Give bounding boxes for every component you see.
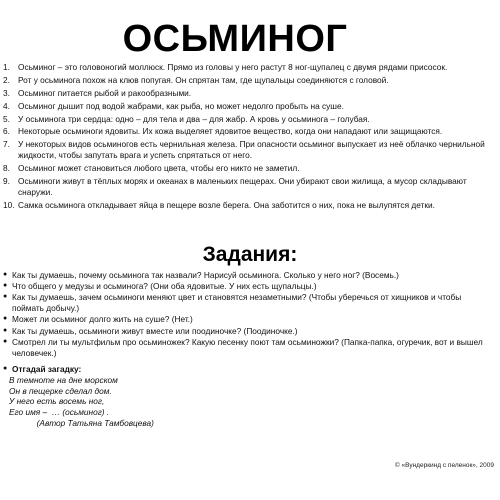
bullet-icon: ● — [3, 337, 8, 345]
bullet-icon: ● — [3, 365, 8, 372]
task-text: Что общего у медузы и осьминога? (Они оба ядовитые. У них есть щупальцы.) — [12, 281, 317, 292]
task-item — [3, 270, 493, 281]
riddle-line: Его имя – … (осьминог) . — [9, 407, 110, 418]
fact-text: Осьминог может становиться любого цвета, чтобы его никто не заметил. — [18, 163, 300, 174]
fact-item — [3, 114, 493, 125]
fact-item — [3, 163, 493, 174]
task-item — [3, 292, 493, 314]
riddle-author: (Автор Татьяна Тамбовцева) — [9, 417, 154, 428]
fact-number: 7. — [3, 139, 10, 150]
fact-item — [3, 126, 493, 137]
tasks-heading: Задания: — [202, 243, 298, 266]
riddle-line: В темноте на дне морском — [9, 374, 118, 385]
fact-text: У некоторых видов осьминогов есть чернильная железа. При опасности осьминог выпускает из неё облачко чернильной жидкости, чтобы запутать врага и успеть спрятаться от него. — [18, 139, 485, 161]
task-item — [3, 337, 493, 359]
bullet-icon: ● — [3, 293, 8, 301]
fact-text: Осьминог дышит под водой жабрами, как рыба, но может недолго пробыть на суше. — [18, 100, 344, 111]
fact-number: 4. — [3, 100, 10, 111]
fact-text: Рот у осьминога похож на клюв попугая. Он спрятан там, где щупальцы соединяются с головой. — [18, 74, 389, 85]
fact-number: 6. — [3, 126, 10, 137]
riddle-heading: Отгадай загадку: — [12, 364, 82, 374]
fact-item — [3, 62, 493, 73]
riddle-line: У него есть восемь ног, — [9, 396, 105, 407]
copyright-notice: © «Вундеркинд с пеленок», 2009 — [394, 462, 494, 469]
bullet-icon: ● — [3, 326, 8, 334]
riddle-line: Он в пещерке сделал дом. — [9, 385, 112, 396]
task-text: Может ли осьминог долго жить на суше? (Нет.) — [12, 314, 193, 325]
fact-text: Осьминог – это головоногий моллюск. Прямо из головы у него растут 8 ног-щупалец с двумя рядами присосок. — [18, 62, 448, 72]
fact-text: Осьминог питается рыбой и ракообразными. — [18, 87, 192, 98]
fact-number: 1. — [3, 62, 10, 72]
fact-number: 8. — [3, 163, 10, 174]
fact-number: 3. — [3, 87, 10, 98]
fact-text: Некоторые осьминоги ядовиты. Их кожа выделяет ядовитое вещество, когда они нападают или защищаются. — [18, 126, 443, 137]
fact-number: 10. — [3, 199, 15, 210]
fact-number: 5. — [3, 113, 10, 124]
fact-text: Самка осьминога откладывает яйца в пещере возле берега. Она заботится о них, пока не вылупятся детки. — [18, 199, 435, 210]
fact-number: 2. — [3, 74, 10, 85]
fact-item — [3, 176, 493, 198]
tasks-list — [3, 270, 493, 359]
facts-list — [3, 62, 493, 213]
task-item — [3, 314, 493, 325]
task-text: Как ты думаешь, осьминоги живут вместе или поодиночке? (Поодиночке.) — [12, 325, 298, 336]
task-text: Смотрел ли ты мультфильм про осьминожек? Какую песенку поют там осьминожки? (Папка-папка, огуречик, вот и вышел человечек.) — [12, 336, 483, 358]
bullet-icon: ● — [3, 315, 8, 323]
fact-text: У осьминога три сердца: одно – для тела и два – для жабр. А кровь у осьминога – голубая. — [18, 113, 370, 124]
riddle-block — [3, 364, 303, 429]
bullet-icon: ● — [3, 271, 8, 278]
riddle-heading-row — [3, 364, 303, 375]
fact-number: 9. — [3, 175, 10, 186]
fact-item — [3, 75, 493, 86]
fact-text: Осьминоги живут в тёплых морях и океанах в маленьких пещерах. Они убирают свои жилища, а мусор складывают снаружи. — [18, 175, 467, 197]
riddle-poem — [9, 375, 303, 429]
fact-item — [3, 88, 493, 99]
task-text: Как ты думаешь, почему осьминога так назвали? Нарисуй осьминога. Сколько у него ног? (Восемь.) — [12, 270, 399, 280]
page-title: ОСЬМИНОГ — [122, 18, 348, 60]
task-item — [3, 326, 493, 337]
fact-item — [3, 200, 493, 211]
bullet-icon: ● — [3, 282, 8, 290]
task-text: Как ты думаешь, зачем осьминоги меняют цвет и становятся незаметными? (Чтобы уберечься от хищников и чтобы поймать добычу.) — [12, 292, 462, 314]
fact-item — [3, 139, 493, 161]
task-item — [3, 281, 493, 292]
fact-item — [3, 101, 493, 112]
